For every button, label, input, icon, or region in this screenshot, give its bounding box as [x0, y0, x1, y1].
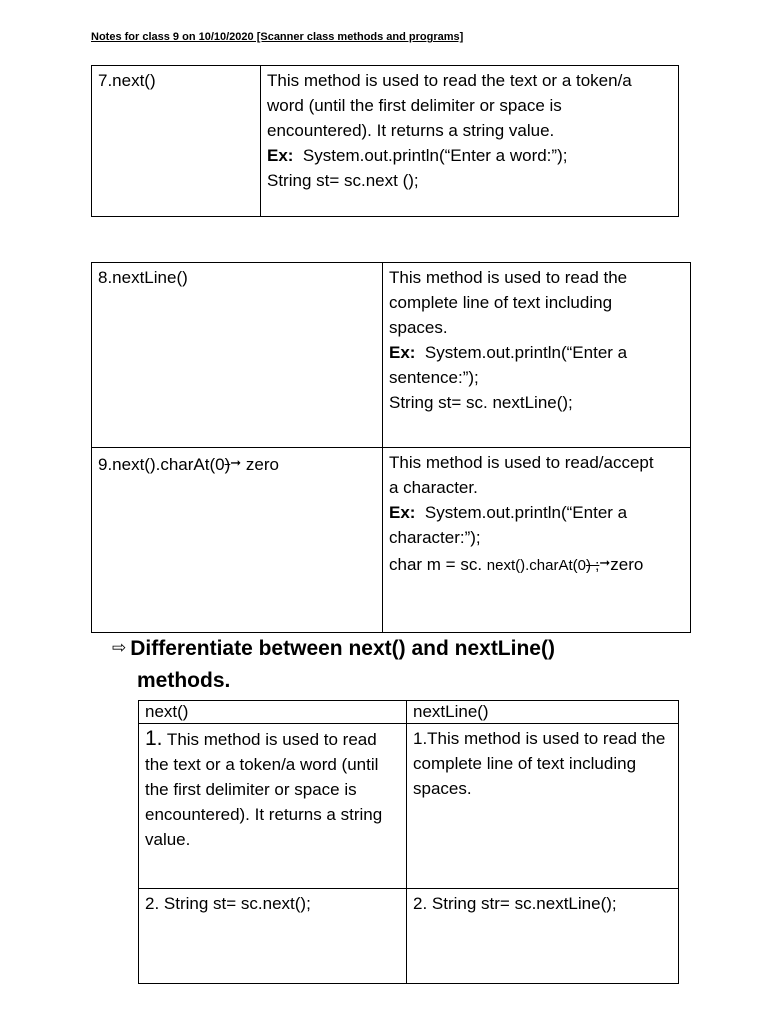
- arrow-bullet-icon: ⇨: [112, 638, 127, 657]
- example-label: Ex:: [267, 146, 294, 165]
- column-header-nextline: nextLine(): [407, 701, 679, 724]
- method-table-next: [91, 65, 679, 217]
- heading-line-1: Differentiate between next() and nextLine(): [130, 637, 555, 660]
- method-table-nextline-charat: [91, 262, 691, 633]
- desc-line: a character.: [389, 478, 478, 497]
- table-cell: 2. String st= sc.next();: [139, 889, 407, 984]
- example-code-cont: character:”);: [389, 528, 481, 547]
- desc-line: word (until the first delimiter or space is: [267, 96, 562, 115]
- code-line: [389, 550, 684, 578]
- desc-line: spaces.: [389, 318, 448, 337]
- example-code: System.out.println(“Enter a: [424, 343, 628, 362]
- method-name: 9.next().charAt(0: [98, 455, 225, 474]
- example-code: System.out.println(“Enter a: [424, 503, 628, 522]
- code-prefix: char m = sc.: [389, 555, 487, 574]
- desc-line: encountered). It returns a string value.: [267, 121, 555, 140]
- table-cell: 2. String str= sc.nextLine();: [407, 889, 679, 984]
- method-name: 8.nextLine(): [98, 268, 188, 287]
- code-line: String st= sc.next ();: [267, 171, 419, 190]
- table-cell: [407, 724, 679, 889]
- struck-code: ) ;: [585, 557, 600, 574]
- example-label: Ex:: [389, 503, 416, 522]
- table-row: [92, 66, 679, 217]
- desc-line: complete line of text including: [389, 293, 613, 312]
- example-line: [267, 143, 672, 168]
- method-name-cell: [92, 66, 261, 217]
- cell-text: This method is used to read the text or a token/a word (until the first delimiter or space is encountered). It returns a string value.: [145, 730, 383, 849]
- table-header-row: [139, 701, 679, 724]
- code-suffix: zero: [610, 555, 644, 574]
- example-line: [389, 500, 684, 525]
- method-name-cell: [92, 263, 383, 448]
- method-name-cell: [92, 448, 383, 633]
- struck-paren: ): [224, 455, 231, 474]
- desc-line: This method is used to read the: [389, 268, 628, 287]
- comparison-table: [138, 700, 679, 984]
- method-name: 7.next(): [98, 71, 156, 90]
- desc-line: This method is used to read/accept: [389, 453, 654, 472]
- table-row: [139, 724, 679, 889]
- table-row: [92, 448, 691, 633]
- example-code-cont: sentence:”);: [389, 368, 479, 387]
- code-line: String st= sc. nextLine();: [389, 393, 573, 412]
- method-suffix: zero: [245, 455, 279, 474]
- table-cell: [139, 724, 407, 889]
- desc-line: This method is used to read the text or a token/a: [267, 71, 632, 90]
- example-label: Ex:: [389, 343, 416, 362]
- differentiate-heading: [112, 632, 672, 697]
- table-row: [92, 263, 691, 448]
- code-call: next().charAt(0: [486, 557, 586, 574]
- method-desc-cell: [261, 66, 679, 217]
- column-header-next: next(): [139, 701, 407, 724]
- method-desc-cell: [383, 263, 691, 448]
- method-desc-cell: [383, 448, 691, 633]
- example-code: System.out.println(“Enter a word:”);: [302, 146, 568, 165]
- heading-line-2: methods.: [137, 669, 231, 692]
- cell-text: 1.This method is used to read the complete line of text including spaces.: [413, 729, 666, 798]
- arrow-icon: ➞: [599, 555, 611, 570]
- example-line: [389, 340, 684, 365]
- table-row: [139, 889, 679, 984]
- page-header: Notes for class 9 on 10/10/2020 [Scanner class methods and programs]: [91, 31, 464, 43]
- point-number: 1.: [145, 727, 163, 750]
- arrow-icon: ➞: [230, 455, 242, 470]
